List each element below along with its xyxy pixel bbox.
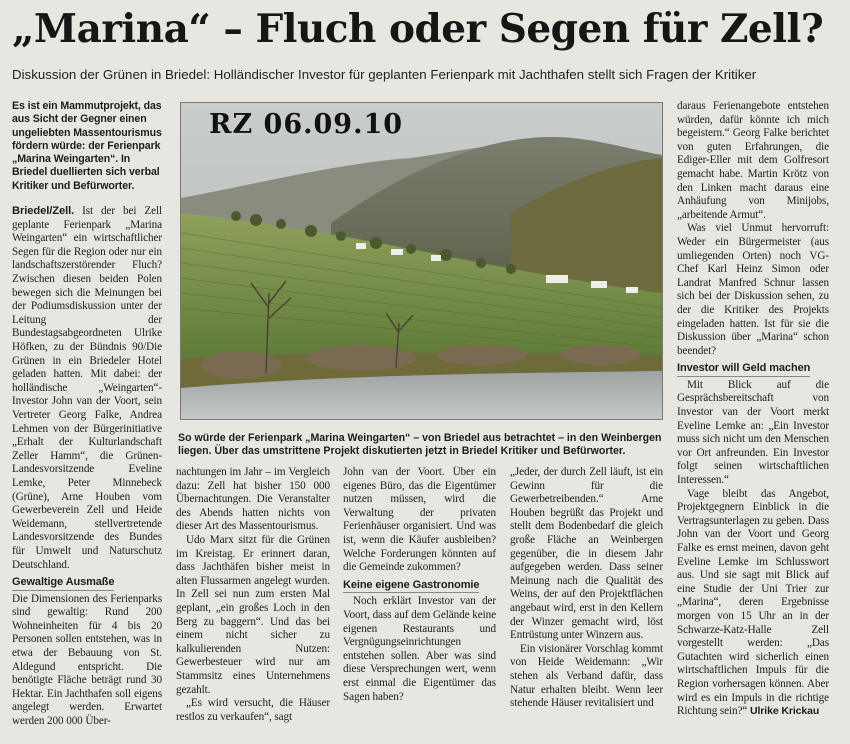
paragraph-text: Vage bleibt das Angebot, Projektgegnern Einblick in die Vertragsunterlagen zu geben. Dass John van der Voort und Georg Falke es ernst meinen, davon geht Eveline Lemke im Schlusswort aus. Und sie sagt mit Blick auf eine Studie der Uni Trier zur „Marina“, deren Ergebnisse morgen von 15 Uhr an in der Schwarze-Katz-Halle Zell vorgestellt werden: „Das Gutachten wird sicherlich einen wirtschaftlichen Impuls für die Region vorhersagen können. Aber wird es ein Impuls in die richtige Richtung sein?“ [677,487,829,718]
paragraph [677,488,829,719]
paragraph: Noch erklärt Investor van der Voort, dass auf dem Gelände keine eigenen Restaurants und Vergnügungseinrichtungen entstehen sollen. Aber was sind diese Versprechungen wert, wenn erst einmal die Eigentümer das Sagen haben? [343,595,496,703]
paragraph: Udo Marx sitzt für die Grünen im Kreistag. Er erinnert daran, dass Jachthäfen bisher meist in alten Flussarmen angelegt wurden. In Zell sei nun zum ersten Mal geplant, „ein großes Loch in den Berg zu baggern“. Und das bei einem nicht sicher zu kalkulierenden Nutzen: Gewerbesteuer wird nur am Stammsitz eines Unternehmens gezahlt. [176,533,330,696]
subheading: Keine eigene Gastronomie [343,579,479,594]
article-subheadline: Diskussion der Grünen in Briedel: Holländischer Investor für geplanten Ferienpark mit Jachthafen stellt sich Fragen der Kritiker [12,67,757,82]
column-4 [510,466,663,742]
column-3 [343,466,496,742]
vineyard-landscape-image [181,103,662,419]
subheading: Investor will Geld machen [677,362,810,377]
column-5 [677,100,829,742]
paragraph: Was viel Unmut hervorruft: Weder ein Bürgermeister (aus umliegenden Orten) noch VG-Chef Karl Heinz Simon oder Landrat Manfred Schnur lassen sich bei der Diskussion sehen, zu der die Kritiker des Projekts eingeladen hatten. Ist für sie die Diskussion über „Marina“ schon beendet? [677,222,829,357]
lead-paragraph: Es ist ein Mammutprojekt, das aus Sicht der Gegner einen ungeliebten Massentourismus fördern würde: der Ferienpark „Marina Weingarten“. In Briedel duellierten sich verbal Kritiker und Befürworter. [12,100,162,192]
paragraph: Mit Blick auf die Gesprächsbereitschaft von Investor van der Voort merkt Eveline Lemke an: „Ein Investor muss sich nicht um den Menschen vor Ort anfreunden. Ein Investor folgt seinen wirtschaftlichen Interessen.“ [677,378,829,487]
paragraph-text: Ist der bei Zell geplante Ferienpark „Marina Weingarten“ ein wirtschaftlicher Segen für die Region oder nur ein landschaftszerstörender Fluch? Zwischen diesen beiden Polen bewegen sich die Meinungen bei der Podiumsdiskussion unter der Leitung der Bundestagsabgeordneten Ulrike Höfken, zu der Bündnis 90/Die Grünen in ein Briedeler Hotel geladen hatten. Mit dabei: der holländische „Weingarten“-Investor John van der Voort, sein Vertreter Georg Falke, Andrea Lehmen von der Bürgerinitiative „Erhalt der Kulturlandschaft Zeller Hamm“, die Grünen-Landesvorsitzende Eveline Lemke, Peter Minnebeck (Grüne), Arne Houben vom Gewerbeverein Zell und Heide Weidemann, stellvertretende Landesvorsitzende des Bundes für Umwelt und Naturschutz Deutschland. [12,205,162,571]
paragraph: daraus Ferienangebote entstehen würden, dafür könnte ich mich begeistern.“ Georg Falke berichtet von guten Erfahrungen, die Ediger-Eller mit dem Golfresort gemacht habe. Martin Krötz von den Linken macht daraus eine Anhäufung von Minijobs, „arbeitende Armut“. [677,100,829,221]
author-byline: Ulrike Krickau [749,705,820,718]
paragraph: „Jeder, der durch Zell läuft, ist ein Gewinn für die Gewerbetreibenden.“ Arne Houben begrüßt das Projekt und stellt dem Bodenbedarf die gleich große Fläche an Weinbergen gegenüber, die in diesem Jahr aufgegeben werden. Dass seiner Meinung nach die Qualität des Weins, der auf den Projektflächen angebaut wird, erst in den Kellern der Winzer gemacht wird, löst Entrüstung unter Winzern aus. [510,466,663,642]
paragraph: Ein visionärer Vorschlag kommt von Heide Weidemann: „Wir stehen als Verband dafür, dass Natur erhalten bleibt. Wenn leer stehende Häuser revitalisiert und [510,642,663,710]
paragraph: Die Dimensionen des Ferienparks sind gewaltig: Rund 200 Wohneinheiten für 4 bis 20 Personen sollen entstehen, was in etwa der Bebauung von St. Aldegund entspricht. Die benötigte Fläche beträgt rund 30 Hektar. Ein Jachthafen soll eigens angelegt werden. Erwartet werden 200 000 Über- [12,592,162,728]
photo-caption: So würde der Ferienpark „Marina Weingarten“ – von Briedel aus betrachtet – in den Weinbergen liegen. Über das umstrittene Projekt diskutierten jetzt in Briedel Kritiker und Befürworter. [178,432,662,458]
article-headline: „Marina“ – Fluch oder Segen für Zell? [12,6,824,52]
paragraph: „Es wird versucht, die Häuser restlos zu verkaufen“, sagt [176,697,330,723]
article-photo [180,102,663,420]
dateline: Briedel/Zell. [12,205,75,218]
paragraph: John van der Voort. Über ein eigenes Büro, das die Eigentümer nutzen müssen, wird die Verwaltung der privaten Ferienhäuser organisiert. Und was ist, wenn die Käufer ausbleiben? Welche Forderungen könnten auf die Gemeinde zukommen? [343,466,496,574]
subheading: Gewaltige Ausmaße [12,576,114,591]
paragraph: nachtungen im Jahr – im Vergleich dazu: Zell hat bisher 150 000 Übernachtungen. Die Veranstalter des Abends hatten nichts von dieser Art des Massentourismus. [176,466,330,533]
column-2 [176,466,330,742]
date-stamp: RZ 06.09.10 [209,109,404,140]
paragraph [12,205,162,572]
column-1 [12,100,162,740]
